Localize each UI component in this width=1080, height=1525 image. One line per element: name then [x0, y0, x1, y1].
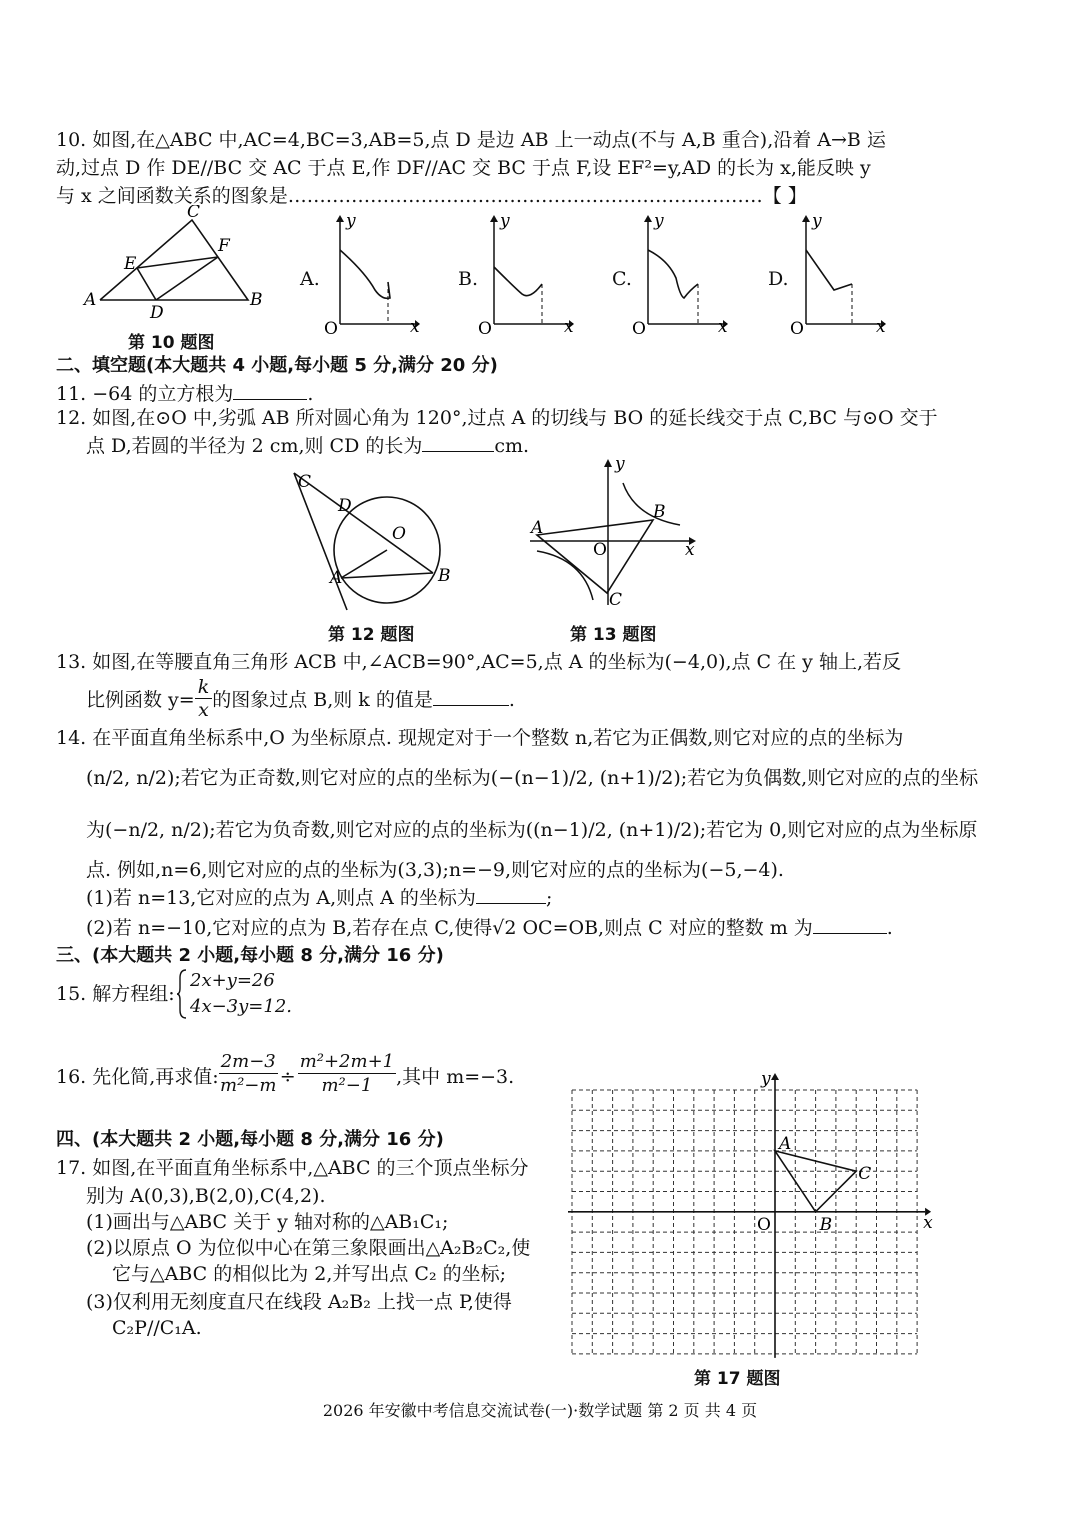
q16-label: 16. 先化简,再求值: [56, 1066, 219, 1088]
q16-f1-den: m²−m [220, 1075, 277, 1096]
q16-f2-num: m²+2m+1 [299, 1051, 395, 1072]
q17-part2a: (2)以原点 O 为位似中心在第三象限画出△A₂B₂C₂,使 [86, 1237, 531, 1259]
svg-text:x: x [564, 317, 574, 337]
svg-text:F: F [218, 236, 230, 256]
q16-line [56, 1050, 514, 1100]
svg-text:O: O [478, 319, 492, 337]
q13-frac-num: k [195, 676, 213, 699]
q14-part1 [86, 884, 552, 912]
q16-f1-num: 2m−3 [220, 1051, 276, 1072]
q13-end: . [508, 689, 515, 711]
q17-grid-figure [560, 1070, 940, 1370]
label-x: x [923, 1212, 933, 1233]
q14-line2: (n/2, n/2);若它为正奇数,则它对应的点的坐标为(−(n−1)/2, (n+1)/2);若它为负偶数,则它对应的点的坐标 [86, 767, 979, 789]
q13-text-post: 的图象过点 B,则 k 的值是 [212, 689, 433, 711]
section4-title: 四、(本大题共 2 小题,每小题 8 分,满分 16 分) [56, 1129, 444, 1150]
q16-fraction1 [219, 1050, 278, 1097]
option-a-label: A. [300, 268, 320, 290]
q17-line1: 17. 如图,在平面直角坐标系中,△ABC 的三个顶点坐标分 [56, 1157, 529, 1179]
q13-line1: 13. 如图,在等腰直角三角形 ACB 中,∠ACB=90°,AC=5,点 A 的坐标为(−4,0),点 C 在 y 轴上,若反 [56, 651, 901, 673]
q13-fraction [195, 676, 213, 721]
q13-answer-blank[interactable] [433, 687, 509, 706]
svg-text:D: D [150, 303, 164, 323]
q17-part1: (1)画出与△ABC 关于 y 轴对称的△AB₁C₁; [86, 1211, 449, 1233]
svg-text:C: C [187, 205, 201, 222]
q15-eq2: 4x−3y=12. [190, 996, 293, 1017]
svg-text:O: O [593, 540, 607, 560]
svg-text:E: E [124, 254, 137, 274]
svg-text:x: x [718, 317, 728, 337]
svg-text:O: O [324, 319, 338, 337]
q13-coordinate-figure [525, 455, 700, 610]
q14-line3: 为(−n/2, n/2);若它为负奇数,则它对应的点的坐标为((n−1)/2, (n+1)/2);若它为 0,则它对应的点为坐标原 [86, 819, 978, 841]
q16-fraction2 [298, 1050, 396, 1097]
q11-end: . [307, 383, 314, 405]
svg-text:B: B [438, 566, 451, 586]
q16-f2-den: m²−1 [321, 1075, 373, 1096]
q10-line1: 10. 如图,在△ABC 中,AC=4,BC=3,AB=5,点 D 是边 AB 上一动点(不与 A,B 重合),沿着 A→B 运 [56, 129, 886, 151]
q14-part2-blank[interactable] [813, 915, 887, 934]
q17-line2: 别为 A(0,3),B(2,0),C(4,2). [86, 1185, 326, 1207]
svg-text:y: y [615, 455, 625, 474]
q14-part2 [86, 914, 893, 942]
option-d-graph [786, 212, 886, 337]
option-c-graph [628, 212, 728, 337]
q12-circle-figure [282, 465, 457, 615]
svg-text:O: O [392, 524, 406, 544]
q10-caption: 第 10 题图 [128, 333, 215, 353]
label-b: B [819, 1214, 833, 1235]
q14-part1-text: (1)若 n=13,它对应的点为 A,则点 A 的坐标为 [86, 887, 476, 909]
svg-text:A: A [531, 518, 544, 538]
label-y: y [761, 1070, 771, 1089]
svg-text:y: y [346, 212, 356, 231]
q11-text: 11. −64 的立方根为 [56, 383, 234, 405]
q14-part2-text: (2)若 n=−10,它对应的点为 B,若存在点 C,使得√2 OC=OB,则点 C 对应的整数 m 为 [86, 917, 813, 939]
q12-unit: cm. [494, 435, 530, 457]
svg-text:A: A [84, 290, 97, 310]
q16-tail: ,其中 m=−3. [396, 1066, 515, 1088]
option-b-label: B. [458, 268, 479, 290]
option-c-label: C. [612, 268, 632, 290]
q14-line1: 14. 在平面直角坐标系中,O 为坐标原点. 现规定对于一个整数 n,若它为正偶数,则它对应的点的坐标为 [56, 727, 904, 749]
svg-text:B: B [250, 290, 263, 310]
q15-label: 15. 解方程组: [56, 983, 175, 1005]
page-footer: 2026 年安徽中考信息交流试卷(一)·数学试题 第 2 页 共 4 页 [322, 1401, 758, 1420]
q14-part2-end: . [886, 917, 893, 939]
svg-text:y: y [500, 212, 510, 231]
svg-text:y: y [812, 212, 822, 231]
svg-text:O: O [632, 319, 646, 337]
q10-line3: 与 x 之间函数关系的图象是…………………………………………………………………【 】 [56, 185, 807, 207]
svg-text:O: O [790, 319, 804, 337]
label-c: C [858, 1164, 872, 1185]
q12-answer-blank[interactable] [422, 433, 494, 452]
q17-part2b: 它与△ABC 的相似比为 2,并写出点 C₂ 的坐标; [112, 1263, 507, 1285]
svg-text:A: A [330, 568, 343, 588]
y-axis-arrow [771, 1073, 779, 1080]
q10-line2: 动,过点 D 作 DE//BC 交 AC 于点 E,作 DF//AC 交 BC 于点 F,设 EF²=y,AD 的长为 x,能反映 y [56, 157, 871, 179]
q13-text-pre: 比例函数 y= [86, 689, 195, 711]
svg-text:B: B [653, 502, 666, 522]
q13-frac-den: x [198, 699, 209, 721]
q15-brace [176, 968, 188, 1020]
q14-part1-end: ; [545, 887, 553, 909]
option-a-graph [320, 212, 420, 337]
label-o: O [757, 1214, 771, 1235]
q17-caption: 第 17 题图 [694, 1369, 781, 1389]
option-d-label: D. [768, 268, 789, 290]
q16-op: ÷ [279, 1066, 296, 1088]
q17-part3a: (3)仅利用无刻度直尺在线段 A₂B₂ 上找一点 P,使得 [86, 1291, 512, 1313]
q15-system [190, 968, 292, 1020]
label-a: A [779, 1133, 792, 1154]
q12-text: 点 D,若圆的半径为 2 cm,则 CD 的长为 [86, 435, 423, 457]
q13-caption: 第 13 题图 [570, 625, 657, 645]
q14-line4: 点. 例如,n=6,则它对应的点的坐标为(3,3);n=−9,则它对应的点的坐标为(−5,−4). [86, 859, 784, 881]
svg-text:y: y [654, 212, 664, 231]
svg-text:x: x [876, 317, 886, 337]
q17-part3b: C₂P//C₁A. [112, 1317, 202, 1339]
q13-line2 [86, 676, 515, 724]
q12-line1: 12. 如图,在⊙O 中,劣弧 AB 所对圆心角为 120°,过点 A 的切线与 BO 的延长线交于点 C,BC 与⊙O 交于 [56, 407, 938, 429]
q14-part1-blank[interactable] [476, 885, 546, 904]
section2-title: 二、填空题(本大题共 4 小题,每小题 5 分,满分 20 分) [56, 355, 498, 376]
svg-text:C: C [609, 590, 623, 610]
svg-text:x: x [410, 317, 420, 337]
section3-title: 三、(本大题共 2 小题,每小题 8 分,满分 16 分) [56, 945, 444, 966]
q10-triangle-figure [80, 205, 270, 330]
q12-caption: 第 12 题图 [328, 625, 415, 645]
option-b-graph [474, 212, 574, 337]
svg-text:x: x [685, 540, 695, 560]
q12-line2 [86, 432, 529, 460]
q15-eq1: 2x+y=26 [190, 970, 275, 991]
q11-answer-blank[interactable] [233, 381, 307, 400]
svg-text:D: D [338, 496, 352, 516]
svg-text:C: C [298, 472, 312, 492]
